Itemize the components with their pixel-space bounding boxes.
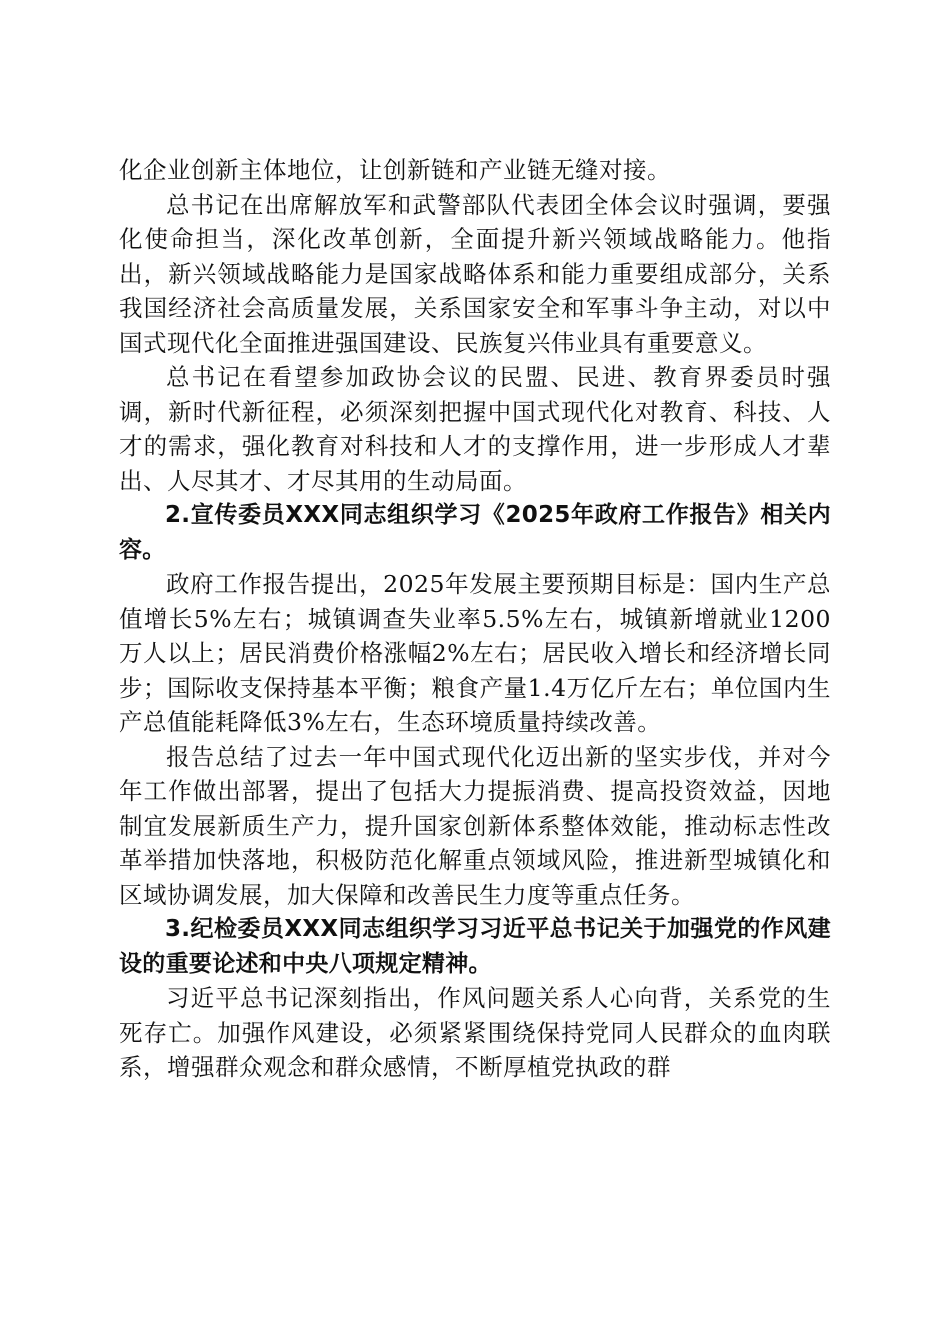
paragraph-work-style: 习近平总书记深刻指出，作风问题关系人心向背，关系党的生死存亡。加强作风建设，必须紧紧围绕保持党同人民群众的血肉联系，增强群众观念和群众感情，不断厚植党执政的群 [119, 984, 831, 1081]
paragraph-targets-2025: 政府工作报告提出，2025年发展主要预期目标是：国内生产总值增长5%左右；城镇调查失业率5.5%左右，城镇新增就业1200万人以上；居民消费价格涨幅2%左右；居民收入增长和经济增长同步；国际收支保持基本平衡；粮食产量1.4万亿斤左右；单位国内生产总值能耗降低3%左右，生态环境质量持续改善。 [119, 570, 831, 736]
section-heading-2: 2.宣传委员XXX同志组织学习《2025年政府工作报告》相关内容。 [119, 502, 831, 563]
section-heading-3: 3.纪检委员XXX同志组织学习习近平总书记关于加强党的作风建设的重要论述和中央八项规定精神。 [119, 916, 831, 977]
paragraph-army-delegation: 总书记在出席解放军和武警部队代表团全体会议时强调，要强化使命担当，深化改革创新，全面提升新兴领域战略能力。他指出，新兴领域战略能力是国家战略体系和能力重要组成部分，关系我国经济社会高质量发展，关系国家安全和军事斗争主动，对以中国式现代化全面推进强国建设、民族复兴伟业具有重要意义。 [119, 190, 831, 357]
document-page [119, 153, 831, 1085]
paragraph-report-summary: 报告总结了过去一年中国式现代化迈出新的坚实步伐，并对今年工作做出部署，提出了包括大力提振消费、提高投资效益，因地制宜发展新质生产力，提升国家创新体系整体效能，推动标志性改革举措加快落地，积极防范化解重点领域风险，推进新型城镇化和区域协调发展，加大保障和改善民生力度等重点任务。 [119, 742, 831, 909]
paragraph-continuation: 化企业创新主体地位，让创新链和产业链无缝对接。 [119, 156, 671, 184]
paragraph-cppcc-education: 总书记在看望参加政协会议的民盟、民进、教育界委员时强调，新时代新征程，必须深刻把握中国式现代化对教育、科技、人才的需求，强化教育对科技和人才的支撑作用，进一步形成人才辈出、人尽其才、才尽其用的生动局面。 [119, 363, 831, 495]
